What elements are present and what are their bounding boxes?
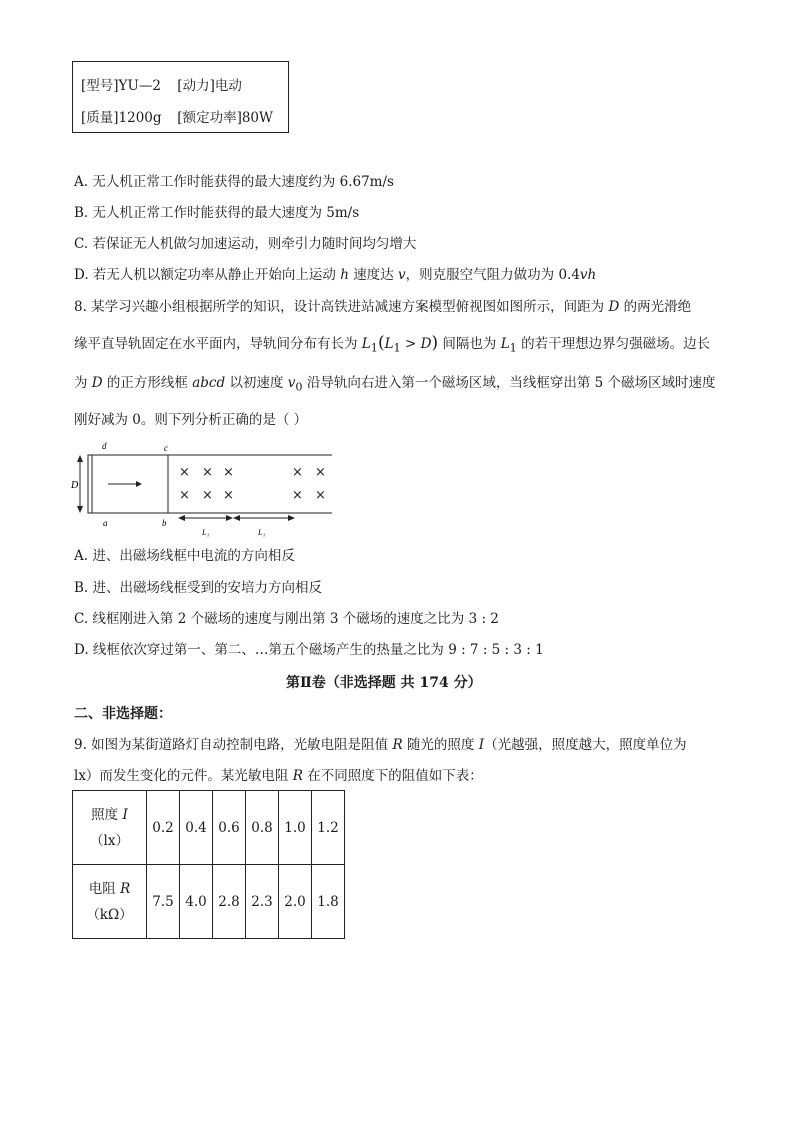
q7-d-text-1: D. 若无人机以额定功率从静止开始向上运动 [74,267,341,283]
header-line-1 [73,802,146,828]
field-cross: × [179,488,190,503]
q8-l2-text-1: 缘平直导轨固定在水平面内，导轨间分布有长为 [74,336,362,352]
q9-l2-text-2: 在不同照度下的阻值如下表： [302,768,483,784]
field-cross: × [292,465,303,480]
rail-figure [66,438,338,542]
q8-stem-line-4: 刚好减为 0。则下列分析正确的是（ ） [74,412,308,428]
label-l1-second: L₁ [258,528,266,537]
spec-row-1 [81,74,242,94]
table-cell: 1.8 [312,865,345,939]
illuminance-resistance-table [72,790,345,939]
header-text: 照度 [91,806,123,823]
q8-l2-var-l: L [361,336,371,352]
field-region-1 [179,465,234,503]
q7-option-c: C. 若保证无人机做匀加速运动，则牵引力随时间均匀增大 [74,236,417,252]
field-cross: × [315,465,326,480]
q8-l2-sub-3: 1 [509,341,517,355]
header-line-1 [73,876,146,902]
header-var-i: I [122,806,128,823]
q7-option-d [74,265,596,285]
q7-option-a: A. 无人机正常工作时能获得的最大速度约为 6.67m/s [74,174,394,190]
q8-option-b: B. 进、出磁场线框受到的安培力方向相反 [74,580,323,596]
field-region-2 [292,465,326,503]
q8-l3-text-2: 的正方形线框 [102,375,193,391]
q8-l2-var-l-3: L [500,336,510,352]
q9-l1-var-r: R [392,737,403,753]
table-cell: 0.8 [246,791,279,865]
q7-d-var-vh: vh [579,267,597,283]
q9-stem-line-2 [74,766,483,786]
field-cross: × [202,488,213,503]
d-arrow-down [77,506,83,513]
header-var-r: R [120,880,131,897]
table-cell: 1.2 [312,791,345,865]
q8-option-c: C. 线框刚进入第 2 个磁场的速度与刚出第 3 个磁场的速度之比为 3 : 2 [74,611,499,627]
label-d: d [102,441,107,451]
spec-rated-power: [额定功率]80W [177,110,273,126]
q8-stem-line-1 [74,297,691,317]
field-cross: × [223,488,234,503]
field-cross: × [179,465,190,480]
q7-d-var-v: v [398,267,406,283]
q8-option-a: A. 进、出磁场线框中电流的方向相反 [74,548,295,564]
section-heading: 二、非选择题： [74,706,172,722]
l1-arrow-left-1 [178,515,185,521]
q8-l1-text-2: 的两光滑绝 [619,299,692,315]
field-cross: × [315,488,326,503]
label-c: c [164,443,168,453]
part-two-title: 第Ⅱ卷（非选择题 共 174 分） [286,675,482,691]
table-cell: 2.3 [246,865,279,939]
q8-l2-paren-close: ) [431,333,439,353]
q8-l2-sub-2: 1 [393,341,401,355]
table-cell: 1.0 [279,791,312,865]
q8-l3-sub-0: 0 [295,380,303,394]
q9-l2-var-r: R [292,768,303,784]
spec-mass: [质量]1200g [81,110,162,126]
field-cross: × [292,488,303,503]
table-row [73,791,345,865]
spec-model: [型号]YU—2 [81,78,161,94]
header-unit: （kΩ） [86,906,133,923]
table-cell: 0.2 [147,791,180,865]
q8-l2-var-l-2: L [384,336,394,352]
q8-l3-var-abcd: abcd [192,375,226,391]
table-cell: 4.0 [180,865,213,939]
q9-l1-text-2: 随光的照度 [402,737,479,753]
field-cross: × [202,465,213,480]
table-cell: 7.5 [147,865,180,939]
q8-l2-paren-open: ( [377,333,385,353]
q9-l1-var-i: I [478,737,485,753]
l1-arrow-right-2 [288,515,295,521]
spec-box [72,61,289,133]
q7-d-text-2: 速度达 [348,267,399,283]
table-cell: 2.0 [279,865,312,939]
table-header-illuminance [73,791,147,865]
q8-l1-text-1: 8. 某学习兴趣小组根据所学的知识，设计高铁进站减速方案模型俯视图如图所示，间距为 [74,299,609,315]
velocity-arrowhead [136,481,142,487]
l1-arrow-left-2 [233,515,240,521]
q8-l2-var-d: D [420,336,432,352]
d-arrow-up [77,455,83,462]
q9-stem-line-1 [74,735,687,755]
q8-l2-text-2: 间隔也为 [438,336,501,352]
spec-power-type: [动力]电动 [177,78,242,94]
header-text: 电阻 [88,880,121,897]
table-cell: 0.6 [213,791,246,865]
header-unit: （lx） [90,832,129,849]
q8-l3-text-1: 为 [74,375,92,391]
l1-arrow-right-1 [226,515,233,521]
label-D: D [71,480,79,491]
q8-stem-line-2 [74,333,710,359]
table-cell: 2.8 [213,865,246,939]
q7-option-b: B. 无人机正常工作时能获得的最大速度为 5m/s [74,205,360,221]
q7-d-var-h: h [340,267,349,283]
label-l1-first: L₁ [202,528,210,537]
q8-l3-var-v: v [287,375,296,391]
table-row [73,865,345,939]
field-cross: × [223,465,234,480]
label-a: a [103,518,108,528]
q9-l1-text-3: （光越强，照度越大，照度单位为 [484,737,687,753]
q8-stem-line-3 [74,373,716,398]
q8-l2-sub-1: 1 [370,341,378,355]
spec-row-2 [81,106,273,126]
q9-l2-text-1: lx）而发生变化的元件。某光敏电阻 [74,768,293,784]
label-b: b [162,518,167,528]
table-header-resistance [73,865,147,939]
q8-option-d: D. 线框依次穿过第一、第二、…第五个磁场产生的热量之比为 9 : 7 : 5 : 3 : 1 [74,642,544,658]
q8-l2-gt: > [400,336,421,352]
q8-l3-text-4: 沿导轨向右进入第一个磁场区域，当线框穿出第 5 个磁场区域时速度 [302,375,716,391]
q7-d-text-3: ，则克服空气阻力做功为 0.4 [405,267,580,283]
table-cell: 0.4 [180,791,213,865]
q8-l1-var-d: D [608,299,620,315]
q8-l3-text-3: 以初速度 [225,375,288,391]
q8-l3-var-d: D [91,375,103,391]
q8-l2-text-3: 的若干理想边界匀强磁场。边长 [516,336,711,352]
q9-l1-text-1: 9. 如图为某街道路灯自动控制电路，光敏电阻是阻值 [74,737,393,753]
